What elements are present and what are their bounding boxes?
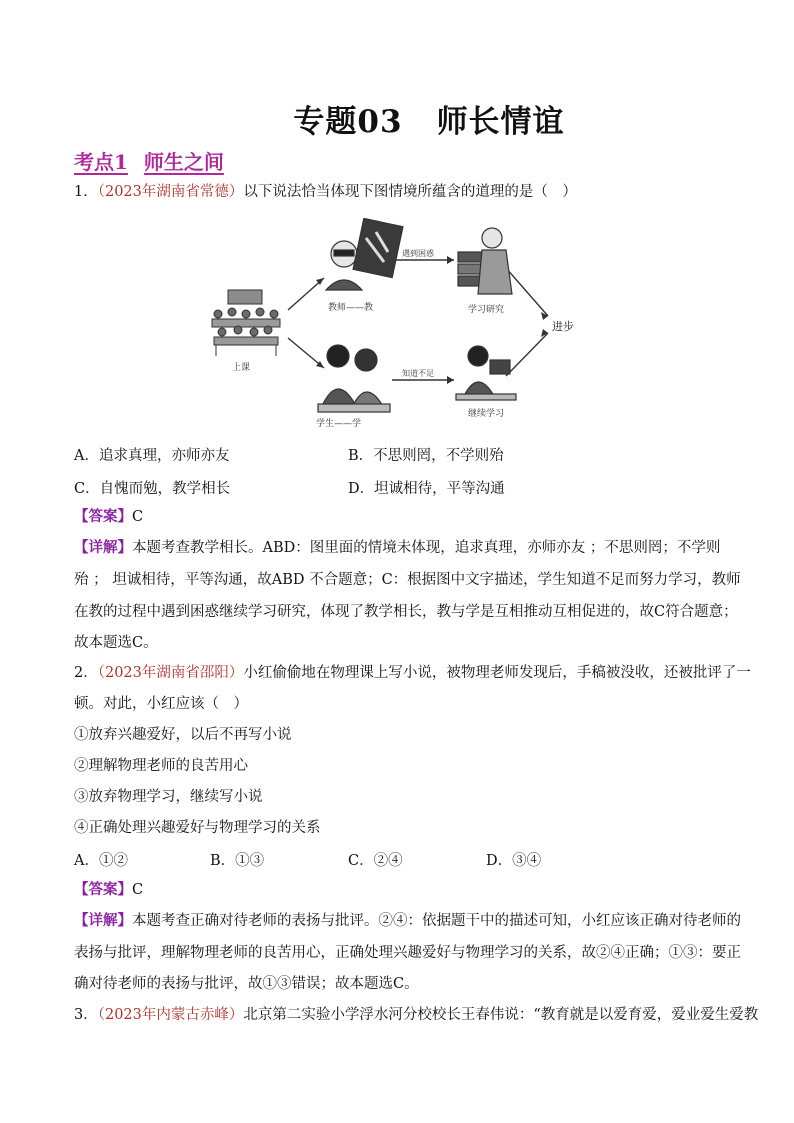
label-confused: 遇到困惑 xyxy=(402,249,434,258)
q2-detail-line-1 xyxy=(74,910,741,932)
q1-source: （2023年湖南省常德） xyxy=(97,184,244,200)
page-title xyxy=(0,96,794,141)
q2-detail-line-2: 表扬与批评，理解物理老师的良苦用心，正确处理兴趣爱好与物理学习的关系，故②④正确；①③：要正 xyxy=(74,945,741,961)
label-progress: 进步 xyxy=(552,320,574,333)
q2-answer xyxy=(74,879,143,901)
q3-stem-text: 北京第二实验小学浮水河分校校长王春伟说：“教育就是以爱育爱，爱业爱生爱教 xyxy=(243,1007,759,1023)
q1-detail-tag: 【详解】 xyxy=(74,539,132,556)
section-heading xyxy=(74,146,224,175)
section-number: 考点1 xyxy=(74,150,128,174)
q2-stem-line-1 xyxy=(74,662,751,684)
q1-stem xyxy=(74,181,577,203)
q2-option-b: B．①③ xyxy=(210,853,265,869)
q1-option-b: B．不思则罔，不学则殆 xyxy=(348,448,504,464)
q1-stem-text: 以下说法恰当体现下图情境所蕴含的道理的是（ ） xyxy=(243,184,577,200)
label-teacher: 教师——教 xyxy=(328,303,374,313)
q2-answer-value: C xyxy=(132,882,144,898)
q2-detail-text-1: 本题考查正确对待老师的表扬与批评。②④：依据题干中的描述可知，小红应该正确对待老师的 xyxy=(132,913,741,929)
q2-option-d: D．③④ xyxy=(486,853,542,869)
q2-item-3: ③放弃物理学习，继续写小说 xyxy=(74,789,263,805)
q2-answer-tag: 【答案】 xyxy=(74,881,132,898)
title-main: 专题03 xyxy=(293,104,403,140)
q3-source: （2023年内蒙古赤峰） xyxy=(97,1007,244,1023)
label-lacking: 知道不足 xyxy=(402,369,434,378)
q1-answer-tag: 【答案】 xyxy=(74,508,132,525)
q2-stem-line-2: 顿。对此，小红应该（ ） xyxy=(74,696,248,712)
q1-detail-line-3: 在教的过程中遇到困惑继续学习研究，体现了教学相长，教与学是互相推动互相促进的，故C符合题意； xyxy=(74,604,738,620)
q1-answer-value: C xyxy=(132,509,144,525)
label-research: 学习研究 xyxy=(468,305,505,315)
q1-answer xyxy=(74,506,143,528)
label-student: 学生——学 xyxy=(316,419,362,429)
title-sub: 师长情谊 xyxy=(436,104,565,140)
q1-number: 1． xyxy=(74,184,98,200)
q2-item-2: ②理解物理老师的良苦用心 xyxy=(74,758,248,774)
q2-source: （2023年湖南省邵阳） xyxy=(97,665,244,681)
q1-detail-line-1 xyxy=(74,537,720,559)
section-name: 师生之间 xyxy=(143,150,224,174)
label-continue: 继续学习 xyxy=(468,409,505,419)
q1-option-a: A．追求真理，亦师亦友 xyxy=(74,448,230,464)
q1-option-c: C．自愧而勉，教学相长 xyxy=(74,481,231,497)
q2-item-4: ④正确处理兴趣爱好与物理学习的关系 xyxy=(74,820,321,836)
q1-detail-line-4: 故本题选C。 xyxy=(74,635,158,651)
q2-item-1: ①放弃兴趣爱好，以后不再写小说 xyxy=(74,727,292,743)
q2-stem-text-1: 小红偷偷地在物理课上写小说，被物理老师发现后，手稿被没收，还被批评了一 xyxy=(243,665,751,681)
q2-number: 2． xyxy=(74,665,98,681)
q3-stem xyxy=(74,1004,758,1026)
q2-option-a: A．①② xyxy=(74,853,128,869)
label-class: 上课 xyxy=(232,363,251,373)
q1-option-d: D．坦诚相待，平等沟通 xyxy=(348,481,505,497)
q1-detail-text-1: 本题考查教学相长。ABD：图里面的情境未体现，追求真理，亦师亦友 ；不思则罔；不学则 xyxy=(132,540,721,556)
q3-number: 3． xyxy=(74,1007,98,1023)
q1-illustration xyxy=(206,218,590,430)
q2-option-c: C．②④ xyxy=(348,853,403,869)
q1-detail-line-2: 殆 ； 坦诚相待，平等沟通，故ABD 不合题意；C：根据图中文字描述，学生知道不足而努力学习，教师 xyxy=(74,572,741,588)
q2-detail-line-3: 确对待老师的表扬与批评，故①③错误；故本题选C。 xyxy=(74,976,419,992)
q2-detail-tag: 【详解】 xyxy=(74,912,132,929)
